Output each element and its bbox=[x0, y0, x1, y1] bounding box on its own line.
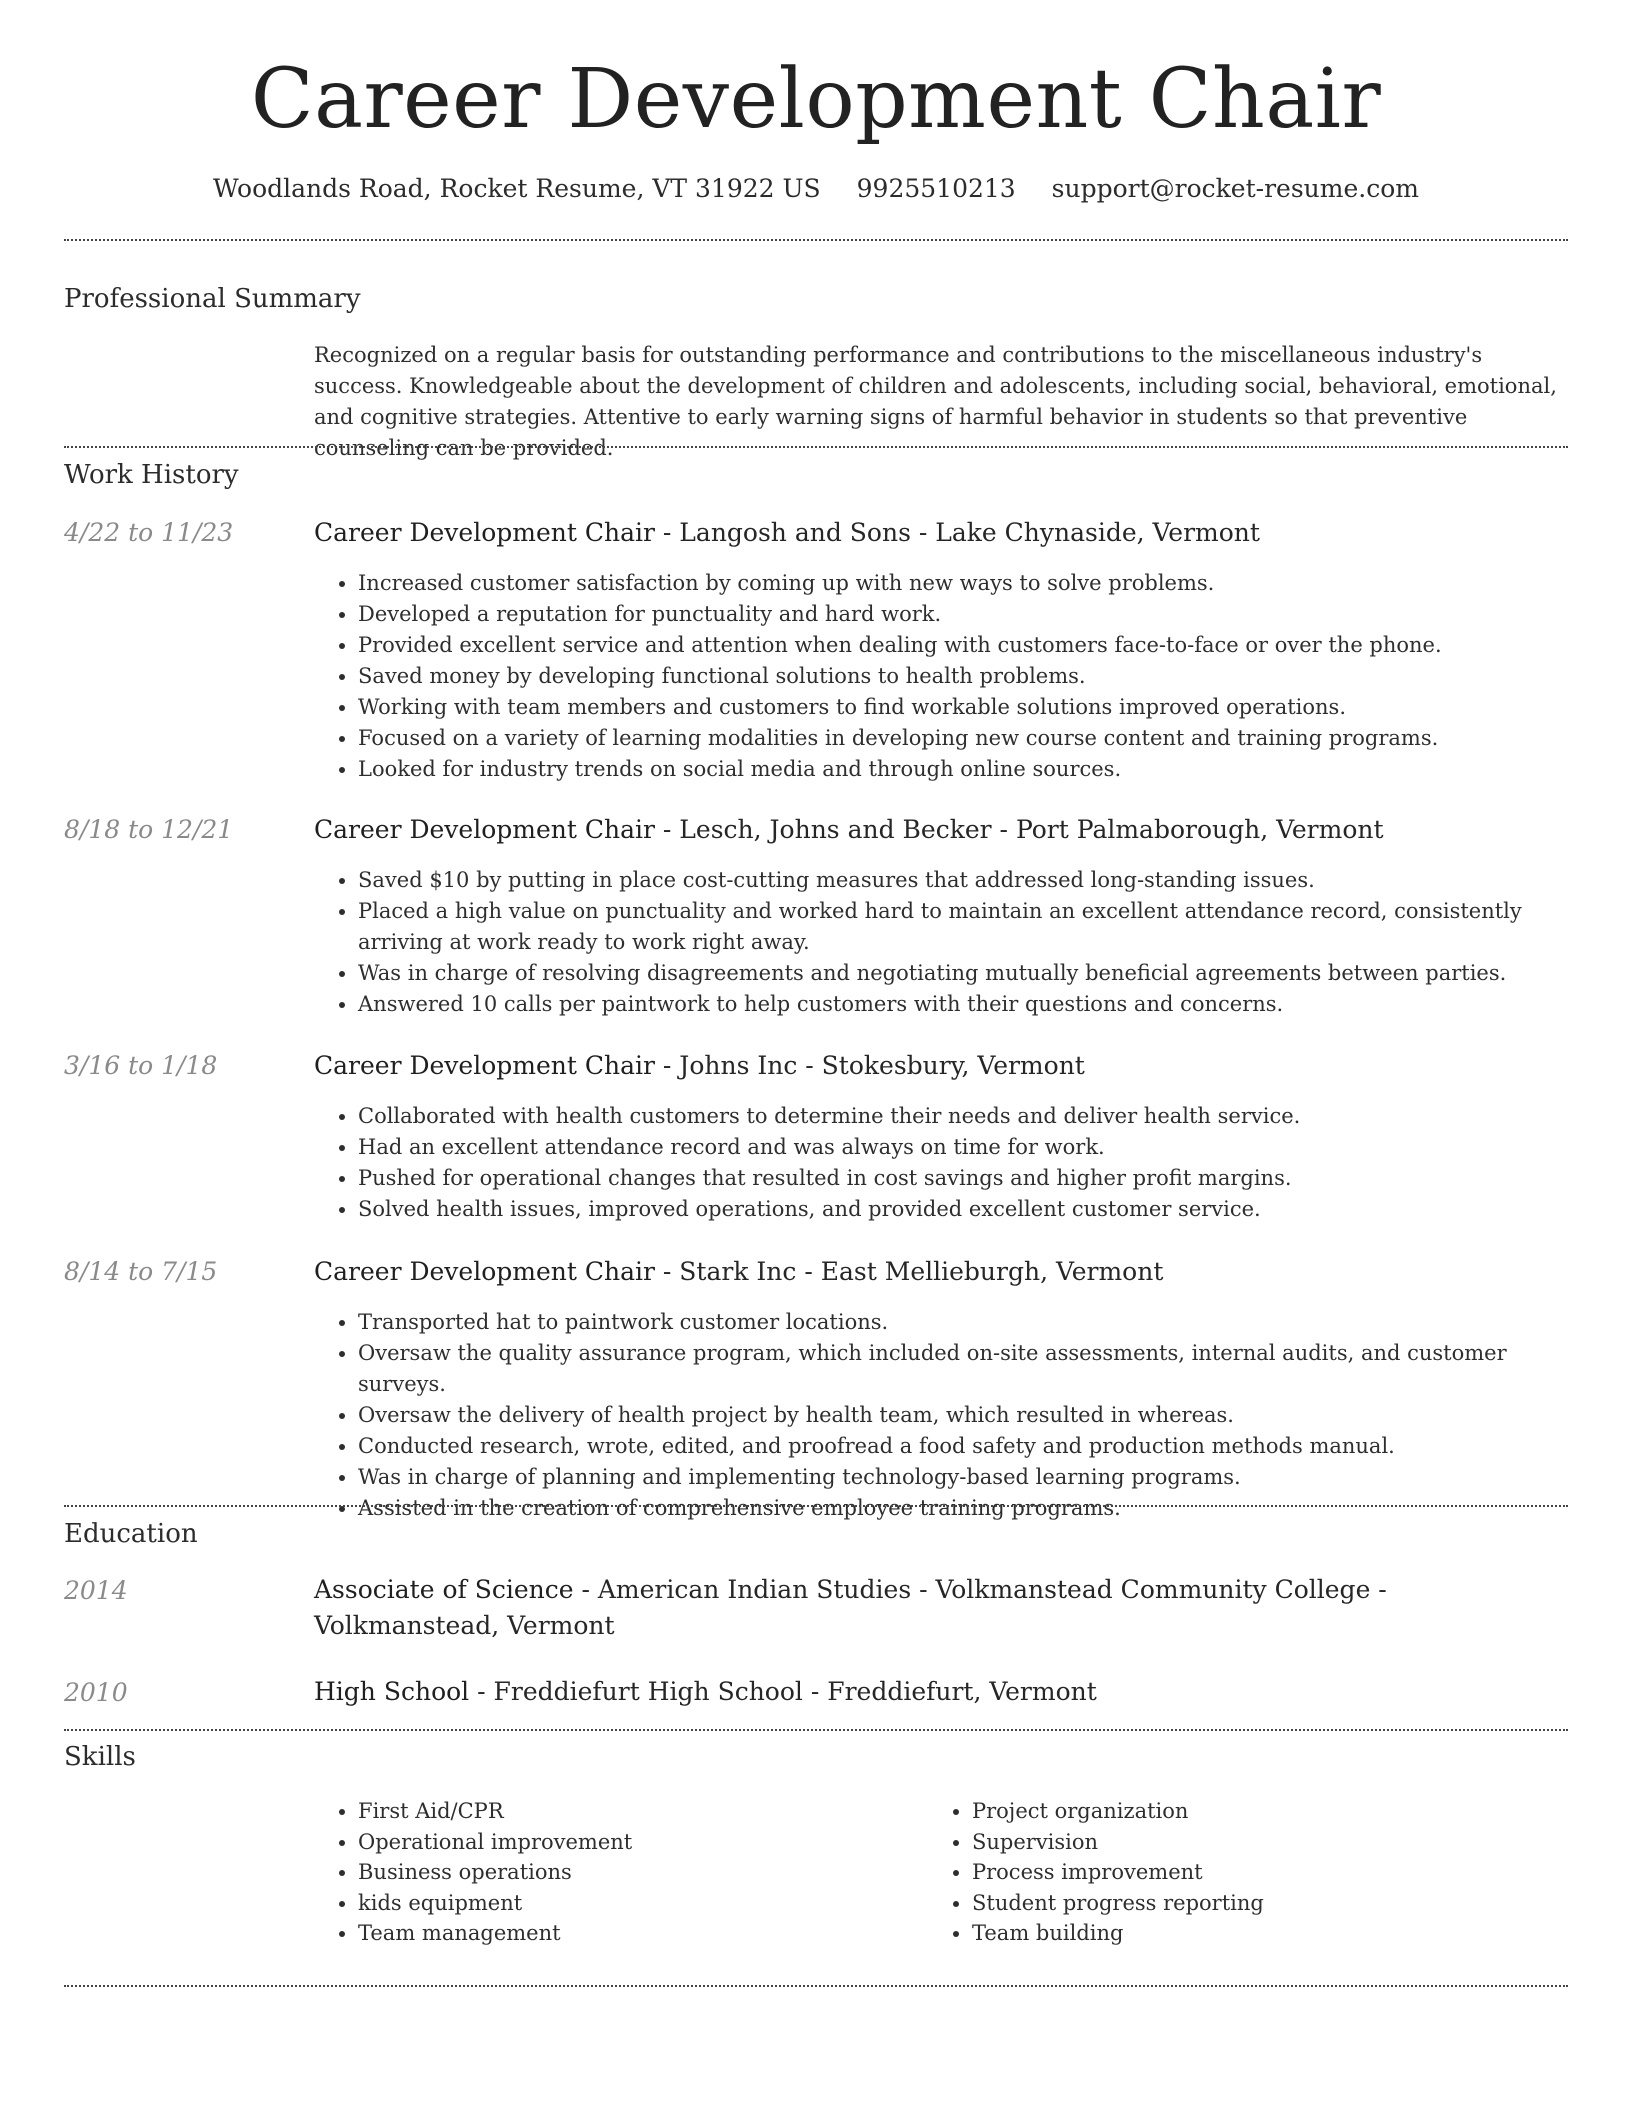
job-heading bbox=[314, 515, 1564, 551]
skill-item: • First Aid/CPR bbox=[358, 1796, 918, 1827]
job-bullet: • Conducted research, wrote, edited, and proofread a food safety and production methods manual. bbox=[358, 1431, 1598, 1462]
job-bullet: • Pushed for operational changes that resulted in cost savings and higher profit margins. bbox=[358, 1163, 1598, 1194]
job-bullet: • Collaborated with health customers to determine their needs and deliver health service. bbox=[358, 1101, 1598, 1132]
summary-text: Recognized on a regular basis for outstanding performance and contributions to the miscellaneous industry's success. Knowledgeable about the development of children and adolescents, including social, behavioral, emotional, and cognitive strategies. Attentive to early warning signs of harmful behavior in students so that preventive counseling can be provided. bbox=[314, 343, 1557, 460]
education-details: - Freddiefurt High School - Freddiefurt, Vermont bbox=[469, 1677, 1097, 1706]
divider bbox=[64, 1505, 1568, 1507]
skill-item: • Student progress reporting bbox=[972, 1888, 1572, 1919]
job-bullet: • Had an excellent attendance record and was always on time for work. bbox=[358, 1132, 1598, 1163]
job-role: Career Development Chair bbox=[314, 1257, 655, 1286]
section-title-skills: Skills bbox=[64, 1742, 136, 1772]
education-degree: High School bbox=[314, 1677, 470, 1706]
job-bullet: • Focused on a variety of learning modalities in developing new course content and training programs. bbox=[358, 723, 1598, 754]
education-year: 2010 bbox=[64, 1678, 128, 1707]
divider bbox=[64, 1985, 1568, 1987]
education-entry bbox=[314, 1674, 1564, 1710]
job-details: - Lesch, Johns and Becker - Port Palmaborough, Vermont bbox=[654, 815, 1384, 844]
job-bullets bbox=[314, 1101, 1598, 1225]
job-dates: 4/22 to 11/23 bbox=[64, 518, 234, 547]
job-heading bbox=[314, 1048, 1564, 1084]
education-degree: Associate of Science bbox=[314, 1575, 574, 1604]
job-bullet: • Saved $10 by putting in place cost-cutting measures that addressed long-standing issues. bbox=[358, 865, 1598, 896]
job-bullet: • Saved money by developing functional solutions to health problems. bbox=[358, 661, 1598, 692]
job-role: Career Development Chair bbox=[314, 518, 655, 547]
contact-line bbox=[0, 172, 1632, 206]
job-dates: 8/14 to 7/15 bbox=[64, 1257, 218, 1286]
job-bullet: • Answered 10 calls per paintwork to help customers with their questions and concerns. bbox=[358, 989, 1598, 1020]
job-bullet: • Was in charge of resolving disagreements and negotiating mutually beneficial agreements between parties. bbox=[358, 958, 1598, 989]
job-details: - Langosh and Sons - Lake Chynaside, Vermont bbox=[654, 518, 1260, 547]
job-bullet: • Solved health issues, improved operations, and provided excellent customer service. bbox=[358, 1194, 1598, 1225]
skill-item: • Operational improvement bbox=[358, 1827, 918, 1858]
section-title-work-history: Work History bbox=[64, 460, 239, 490]
education-details: - American Indian Studies - Volkmanstead Community College - Volkmanstead, Vermont bbox=[314, 1575, 1387, 1640]
skills-list-left bbox=[314, 1796, 918, 1949]
contact-phone: 9925510213 bbox=[856, 174, 1016, 203]
contact-email: support@rocket-resume.com bbox=[1051, 174, 1419, 203]
section-title-summary: Professional Summary bbox=[64, 284, 361, 314]
job-bullet: • Assisted in the creation of comprehensive employee training programs. bbox=[358, 1493, 1598, 1524]
skill-item: • Business operations bbox=[358, 1857, 918, 1888]
skills-list-right bbox=[928, 1796, 1572, 1949]
divider bbox=[64, 446, 1568, 448]
job-details: - Johns Inc - Stokesbury, Vermont bbox=[654, 1051, 1085, 1080]
job-heading bbox=[314, 1254, 1564, 1290]
job-role: Career Development Chair bbox=[314, 815, 655, 844]
job-role: Career Development Chair bbox=[314, 1051, 655, 1080]
job-bullet: • Developed a reputation for punctuality and hard work. bbox=[358, 599, 1598, 630]
contact-address: Woodlands Road, Rocket Resume, VT 31922 US bbox=[213, 174, 821, 203]
job-bullet: • Working with team members and customers to find workable solutions improved operations. bbox=[358, 692, 1598, 723]
divider bbox=[64, 1729, 1568, 1731]
job-bullet: • Transported hat to paintwork customer locations. bbox=[358, 1307, 1598, 1338]
education-entry bbox=[314, 1572, 1564, 1644]
job-bullet: • Increased customer satisfaction by coming up with new ways to solve problems. bbox=[358, 568, 1598, 599]
job-dates: 8/18 to 12/21 bbox=[64, 815, 234, 844]
job-bullets bbox=[314, 1307, 1598, 1524]
skill-item: • Team management bbox=[358, 1918, 918, 1949]
skill-item: • kids equipment bbox=[358, 1888, 918, 1919]
job-bullet: • Looked for industry trends on social media and through online sources. bbox=[358, 754, 1598, 785]
job-bullet: • Was in charge of planning and implementing technology-based learning programs. bbox=[358, 1462, 1598, 1493]
skill-item: • Supervision bbox=[972, 1827, 1572, 1858]
job-bullet: • Provided excellent service and attention when dealing with customers face-to-face or over the phone. bbox=[358, 630, 1598, 661]
education-year: 2014 bbox=[64, 1576, 128, 1605]
job-bullet: • Oversaw the delivery of health project by health team, which resulted in whereas. bbox=[358, 1400, 1598, 1431]
job-bullets bbox=[314, 568, 1598, 785]
job-bullets bbox=[314, 865, 1598, 1020]
skill-item: • Team building bbox=[972, 1918, 1572, 1949]
job-bullet: • Oversaw the quality assurance program, which included on-site assessments, internal audits, and customer surveys. bbox=[358, 1338, 1598, 1400]
job-details: - Stark Inc - East Mellieburgh, Vermont bbox=[654, 1257, 1164, 1286]
skill-item: • Process improvement bbox=[972, 1857, 1572, 1888]
divider bbox=[64, 239, 1568, 241]
section-title-education: Education bbox=[64, 1519, 198, 1549]
resume-title: Career Development Chair bbox=[250, 52, 1382, 147]
skill-item: • Project organization bbox=[972, 1796, 1572, 1827]
job-heading bbox=[314, 812, 1564, 848]
job-dates: 3/16 to 1/18 bbox=[64, 1051, 218, 1080]
job-bullet: • Placed a high value on punctuality and worked hard to maintain an excellent attendance record, consistently arriving at work ready to work right away. bbox=[358, 896, 1598, 958]
